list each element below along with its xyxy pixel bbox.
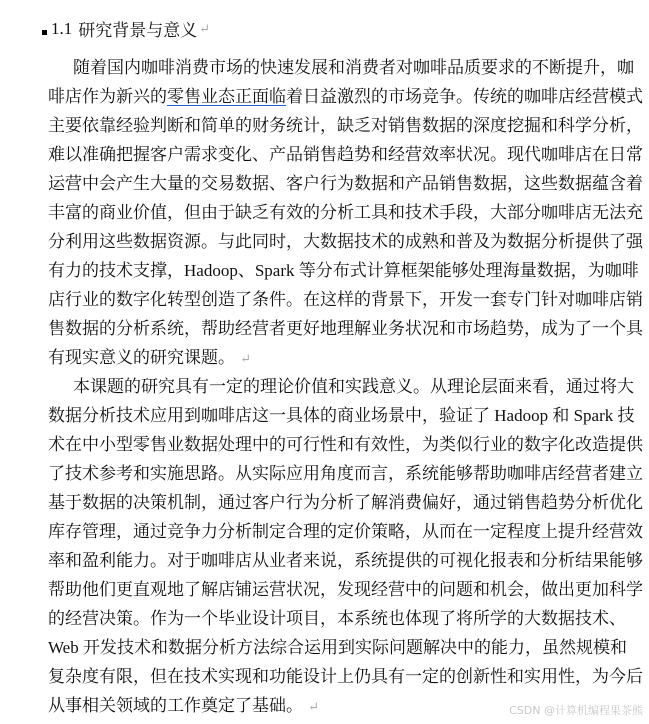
paragraph-line: 基于数据的决策机制，通过客户行为分析了解消费偏好，通过销售趋势分析优化 <box>48 493 643 512</box>
paragraph-mark-icon: ↵ <box>237 351 252 366</box>
paragraph-line: 了技术参考和实施思路。从实际应用角度而言，系统能够帮助咖啡店经营者建立 <box>48 464 643 483</box>
paragraph-line: 售数据的分析系统，帮助经营者更好地理解业务状况和市场趋势，成为了一个具 <box>48 319 643 338</box>
paragraph-line: 有力的技术支撑，Hadoop、Spark 等分布式计算框架能够处理海量数据，为咖啡 <box>48 261 639 280</box>
paragraph-line: 帮助他们更直观地了解店铺运营状况，发现经营中的问题和机会，做出更加科学 <box>48 580 643 599</box>
paragraph-line: 率和盈利能力。对于咖啡店从业者来说，系统提供的可视化报表和分析结果能够 <box>48 551 643 570</box>
paragraph-line: 主要依靠经验判断和简单的财务统计，缺乏对销售数据的深度挖掘和科学分析， <box>48 116 643 135</box>
paragraph-line: 分利用这些数据资源。与此同时，大数据技术的成熟和普及为数据分析提供了强 <box>48 232 643 251</box>
grammar-underline[interactable]: 零售业态正面临 <box>167 87 286 106</box>
paragraph-line: 运营中会产生大量的交易数据、客户行为数据和产品销售数据，这些数据蕴含着 <box>48 174 643 193</box>
paragraph-mark-icon: ↵ <box>199 20 211 36</box>
paragraph-line: 术在中小型零售业数据处理中的可行性和有效性，为类似行业的数字化改造提供 <box>48 435 643 454</box>
paragraph-line: 啡店作为新兴的零售业态正面临着日益激烈的市场竞争。传统的咖啡店经营模式 <box>48 87 643 106</box>
paragraph-line: 有现实意义的研究课题。 ↵ <box>48 348 252 367</box>
paragraph-line: 丰富的商业价值，但由于缺乏有效的分析工具和技术手段，大部分咖啡店无法充 <box>48 203 643 222</box>
paragraph-line: 店行业的数字化转型创造了条件。在这样的背景下，开发一套专门针对咖啡店销 <box>48 290 643 309</box>
paragraph-line: 从事相关领域的工作奠定了基础。 ↵ <box>48 696 320 715</box>
paragraph-line: 本课题的研究具有一定的理论价值和实践意义。从理论层面来看，通过将大 <box>73 377 634 396</box>
watermark: CSDN @计算机编程果茶熊 <box>509 704 643 717</box>
paragraph-line: 库存管理，通过竞争力分析制定合理的定价策略，从而在一定程度上提升经营效 <box>48 522 643 541</box>
paragraph-line: 复杂度有限，但在技术实现和功能设计上仍具有一定的创新性和实用性，为今后 <box>48 667 643 686</box>
paragraph-line: Web 开发技术和数据分析方法综合运用到实际问题解决中的能力，虽然规模和 <box>48 638 627 657</box>
section-heading <box>42 16 210 41</box>
paragraph-line: 随着国内咖啡消费市场的快速发展和消费者对咖啡品质要求的不断提升，咖 <box>73 58 634 77</box>
section-number: 1.1 <box>51 18 73 38</box>
paragraph-mark-icon: ↵ <box>305 699 320 714</box>
paragraph-line: 数据分析技术应用到咖啡店这一具体的商业场景中，验证了 Hadoop 和 Spark 技 <box>48 406 635 425</box>
heading-bullet-icon <box>42 30 47 35</box>
section-title: 研究背景与意义 <box>78 21 198 40</box>
paragraph-line: 的经营决策。作为一个毕业设计项目，本系统也体现了将所学的大数据技术、 <box>48 609 626 628</box>
paragraph-line: 难以准确把握客户需求变化、产品销售趋势和经营效率状况。现代咖啡店在日常 <box>48 145 643 164</box>
